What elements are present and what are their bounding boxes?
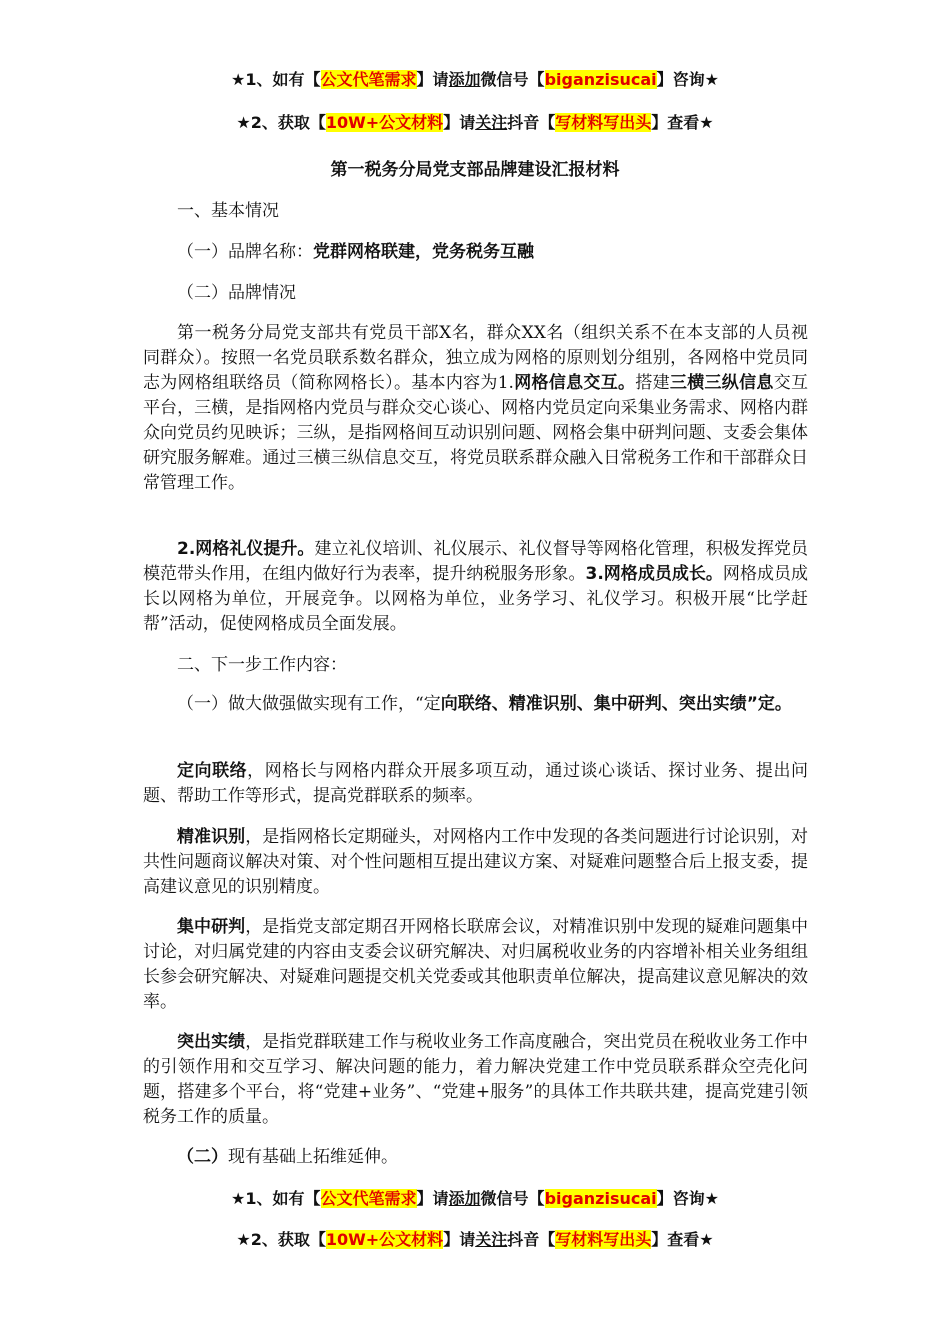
highlight-text: 10W+公文材料: [325, 1230, 444, 1249]
ad-line-bottom-2: ★2、获取【10W+公文材料】请关注抖音【写材料写出头】查看★: [236, 1230, 714, 1249]
paragraph-2: 2.网格礼仪提升。建立礼仪培训、礼仪展示、礼仪督导等网格化管理，积极发挥党员模范带头作用，在组内做好行为表率，提升纳税服务形象。3.网格成员成长。网格成员成长以网格为单位，开展竞争。以网格为单位，业务学习、礼仪学习。积极开展“比学赶帮”活动，促使网格成员全面发展。: [143, 539, 808, 634]
paragraph-5: 集中研判，是指党支部定期召开网格长联席会议，对精准识别中发现的疑难问题集中讨论，对归属党建的内容由支委会议研究解决、对归属税收业务的内容增补相关业务组组长参会研究解决、对疑难问题提交机关党委或其他职责单位解决，提高建议意见解决的效率。: [143, 917, 809, 1012]
heading-1-2: （二）品牌情况: [177, 283, 296, 303]
paragraph-6: 突出实绩，是指党群联建工作与税收业务工作高度融合，突出党员在税收业务工作中的引领作用和交互学习、解决问题的能力，着力解决党建工作中党员联系群众空壳化问题，搭建多个平台，将“党建+业务”、“党建+服务”的具体工作共联共建，提高党建引领税务工作的质量。: [143, 1032, 809, 1127]
document-title: 第一税务分局党支部品牌建设汇报材料: [330, 160, 620, 180]
highlight-text: 公文代笔需求: [320, 1189, 417, 1208]
wechat-id: biganzisucai: [544, 70, 657, 89]
heading-2: 二、下一步工作内容：: [177, 655, 347, 675]
paragraph-4: 精准识别，是指网格长定期碰头，对网格内工作中发现的各类问题进行讨论识别，对共性问题商议解决对策、对个性问题相互提出建议方案、对疑难问题整合后上报支委，提高建议意见的识别精度。: [143, 827, 809, 897]
ad-line-top-2: ★2、获取【10W+公文材料】请关注抖音【写材料写出头】查看★: [236, 113, 714, 132]
heading-2-2: （二）现有基础上拓维延伸。: [177, 1147, 398, 1167]
brand-name: 党群网格联建，党务税务互融: [313, 242, 534, 262]
wechat-id: biganzisucai: [544, 1189, 657, 1208]
ad-line-top-1: ★1、如有【公文代笔需求】请添加微信号【biganzisucai】咨询★: [231, 70, 719, 89]
ad-line-bottom-1: ★1、如有【公文代笔需求】请添加微信号【biganzisucai】咨询★: [231, 1189, 719, 1208]
heading-1: 一、基本情况: [177, 201, 279, 221]
heading-1-1: （一）品牌名称：党群网格联建，党务税务互融: [177, 242, 534, 262]
douyin-id: 写材料写出头: [555, 1230, 652, 1249]
paragraph-3: 定向联络，网格长与网格内群众开展多项互动，通过谈心谈话、探讨业务、提出问题、帮助工作等形式，提高党群联系的频率。: [143, 761, 808, 806]
heading-2-1: （一）做大做强做实现有工作，“定向联络、精准识别、集中研判、突出实绩”定。: [177, 694, 792, 714]
highlight-text: 公文代笔需求: [320, 70, 417, 89]
douyin-id: 写材料写出头: [555, 113, 652, 132]
highlight-text: 10W+公文材料: [325, 113, 444, 132]
paragraph-1: 第一税务分局党支部共有党员干部X名，群众XX名（组织关系不在本支部的人员视同群众）。按照一名党员联系数名群众，独立成为网格的原则划分组别，各网格中党员同志为网格组联络员（简称网格长）。基本内容为1.网格信息交互。搭建三横三纵信息交互平台，三横，是指网格内党员与群众交心谈心、网格内党员定向采集业务需求、网格内群众向党员约见映诉；三纵，是指网格间互动识别问题、网格会集中研判问题、支委会集体研究服务解难。通过三横三纵信息交互，将党员联系群众融入日常税务工作和干部群众日常管理工作。: [143, 323, 808, 493]
